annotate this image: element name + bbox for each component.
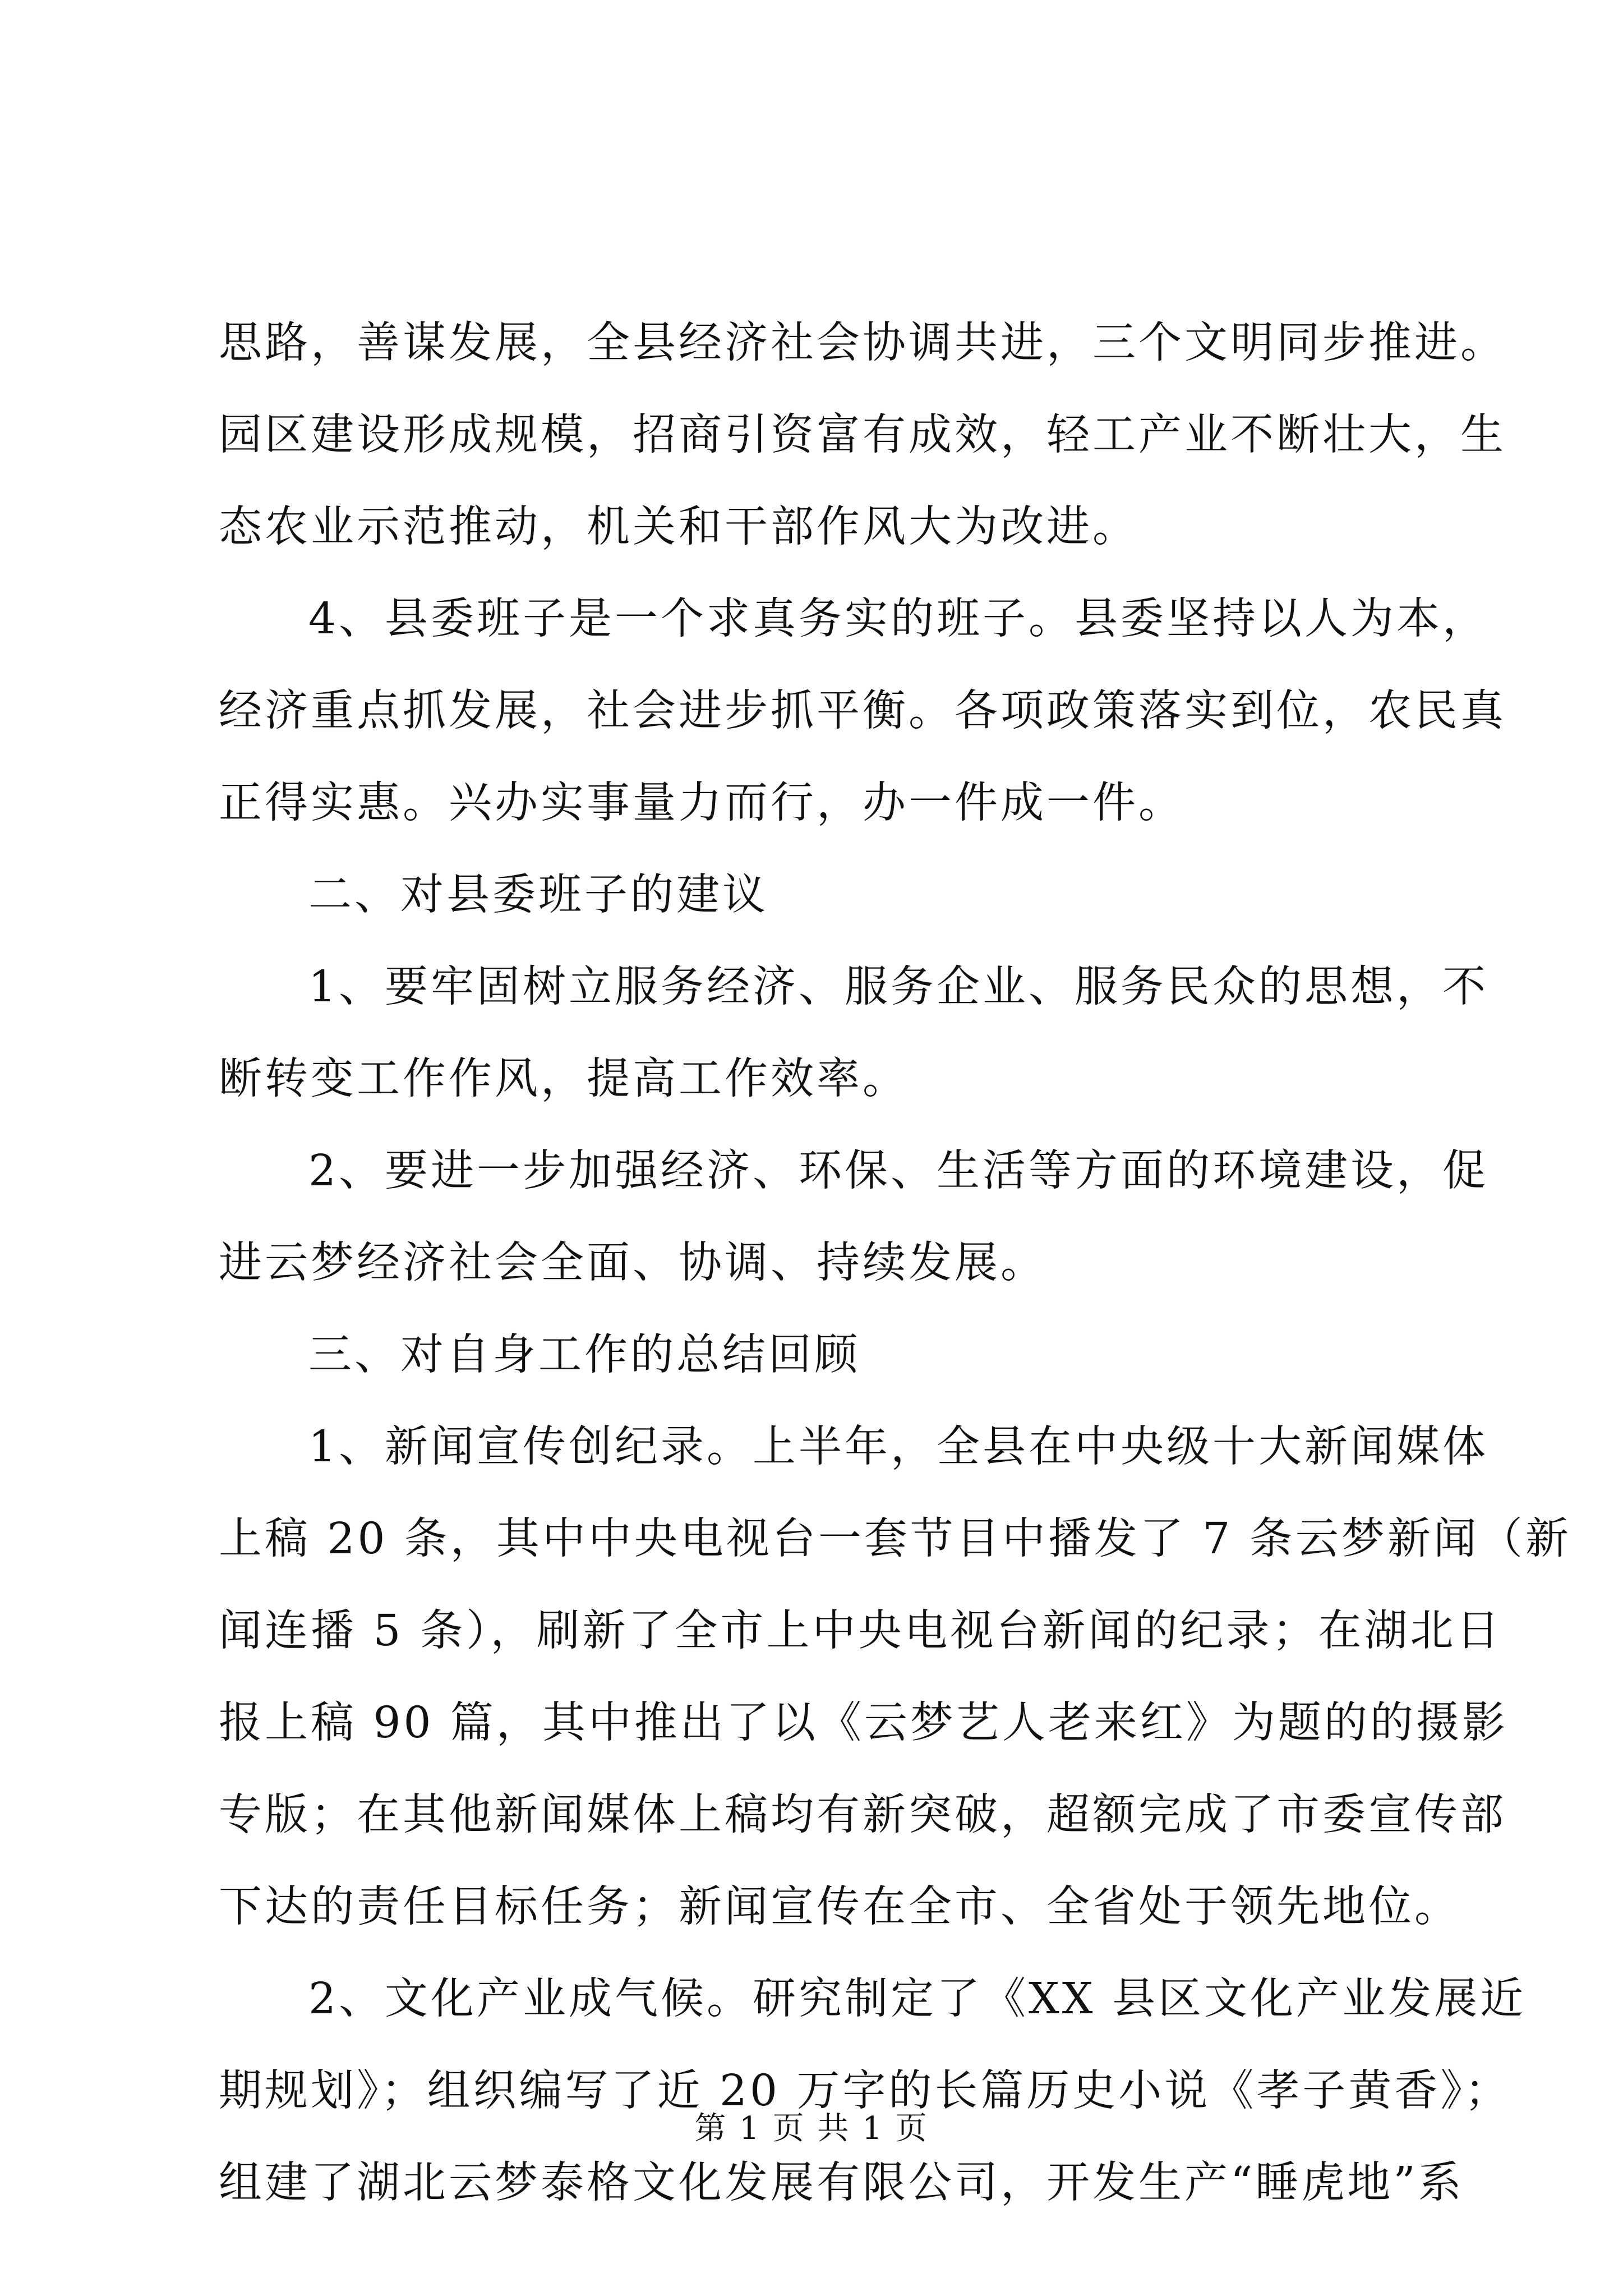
section-heading: 三、对自身工作的总结回顾 xyxy=(308,1330,860,1380)
paragraph-line: 2、要进一步加强经济、环保、生活等方面的环境建设，促 xyxy=(308,1146,1488,1196)
paragraph-line: 断转变工作作风，提高工作效率。 xyxy=(219,1054,909,1104)
paragraph-line: 1、新闻宣传创纪录。上半年，全县在中央级十大新闻媒体 xyxy=(308,1422,1488,1472)
paragraph-line: 期规划》；组织编写了近 20 万字的长篇历史小说《孝子黄香》； xyxy=(219,2066,1511,2116)
section-heading: 二、对县委班子的建议 xyxy=(308,870,768,920)
paragraph-line: 1、要牢固树立服务经济、服务企业、服务民众的思想，不 xyxy=(308,962,1488,1012)
paragraph-line: 专版；在其他新闻媒体上稿均有新突破，超额完成了市委宣传部 xyxy=(219,1790,1506,1840)
paragraph-line: 下达的责任目标任务；新闻宣传在全市、全省处于领先地位。 xyxy=(219,1882,1460,1932)
paragraph-line: 进云梦经济社会全面、协调、持续发展。 xyxy=(219,1238,1046,1288)
document-body xyxy=(219,297,1571,2229)
paragraph-line: 报上稿 90 篇，其中推出了以《云梦艺人老来红》为题的的摄影 xyxy=(219,1698,1508,1748)
paragraph-line: 经济重点抓发展，社会进步抓平衡。各项政策落实到位，农民真 xyxy=(219,686,1506,736)
paragraph-line: 正得实惠。兴办实事量力而行，办一件成一件。 xyxy=(219,778,1184,828)
paragraph-line: 2、文化产业成气候。研究制定了《XX 县区文化产业发展近 xyxy=(308,1974,1527,2024)
paragraph-line: 思路，善谋发展，全县经济社会协调共进，三个文明同步推进。 xyxy=(219,318,1506,368)
paragraph-line: 上稿 20 条，其中中央电视台一套节目中播发了 7 条云梦新闻（新 xyxy=(219,1514,1571,1564)
paragraph-line: 组建了湖北云梦泰格文化发展有限公司，开发生产“睡虎地”系 xyxy=(219,2158,1464,2208)
paragraph-line: 闻连播 5 条），刷新了全市上中央电视台新闻的纪录；在湖北日 xyxy=(219,1606,1502,1656)
paragraph-line: 态农业示范推动，机关和干部作风大为改进。 xyxy=(219,502,1138,552)
page-footer: 第 1 页 共 1 页 xyxy=(694,2110,929,2147)
paragraph-line: 园区建设形成规模，招商引资富有成效，轻工产业不断壮大，生 xyxy=(219,410,1506,460)
paragraph-line: 4、县委班子是一个求真务实的班子。县委坚持以人为本， xyxy=(308,594,1488,644)
